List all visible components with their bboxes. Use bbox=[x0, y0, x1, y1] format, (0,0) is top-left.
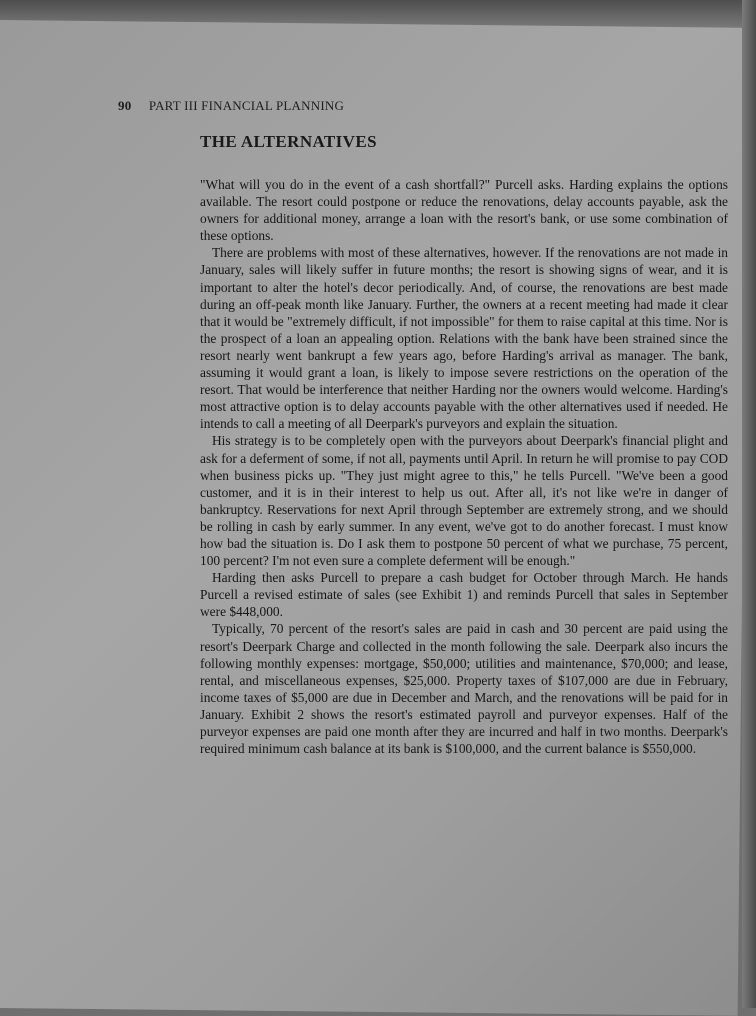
body-text bbox=[200, 176, 728, 757]
paragraph: His strategy is to be completely open with the purveyors about Deerpark's financial plight and ask for a deferment of some, if not all, payments until April. In return he will promise to pay COD when business picks up. "They just might agree to this," he tells Purcell. "We've been a good customer, and it is in their interest to help us out. After all, it's not like we're in danger of bankruptcy. Reservations for next April through September are extremely strong, and we should be rolling in cash by early summer. In any event, we've got to do another forecast. I must know how bad the situation is. Do I ask them to postpone 50 percent of what we purchase, 75 percent, 100 percent? I'm not even sure a complete deferment will be enough." bbox=[200, 433, 728, 569]
running-header bbox=[118, 98, 344, 114]
paragraph: Typically, 70 percent of the resort's sales are paid in cash and 30 percent are paid using the resort's Deerpark Charge and collected in the month following the sale. Deerpark also incurs the following monthly expenses: mortgage, $50,000; utilities and maintenance, $70,000; and lease, rental, and miscellaneous expenses, $25,000. Property taxes of $107,000 are due in February, income taxes of $5,000 are due in December and March, and the renovations will be paid for in January. Exhibit 2 shows the resort's estimated payroll and purveyor expenses. Half of the purveyor expenses are paid one month after they are incurred and half in two months. Deerpark's required minimum cash balance at its bank is $100,000, and the current balance is $550,000. bbox=[200, 621, 728, 757]
paragraph: There are problems with most of these alternatives, however. If the renovations are not made in January, sales will likely suffer in future months; the resort is showing signs of wear, and it is important to alter the hotel's decor periodically. And, of course, the renovations are best made during an off-peak month like January. Further, the owners at a recent meeting had made it clear that it would be "extremely difficult, if not impossible" for them to raise capital at this time. Nor is the prospect of a loan an appealing option. Relations with the bank have been strained since the resort nearly went bankrupt a few years ago, before Harding's arrival as manager. The bank, assuming it would grant a loan, is likely to impose severe restrictions on the operation of the resort. That would be interference that neither Harding nor the owners would welcome. Harding's most attractive option is to delay accounts payable with the other alternatives used if needed. He intends to call a meeting of all Deerpark's purveyors and explain the situation. bbox=[200, 245, 728, 432]
paragraph: Harding then asks Purcell to prepare a cash budget for October through March. He hands Purcell a revised estimate of sales (see Exhibit 1) and reminds Purcell that sales in September were $448,000. bbox=[200, 570, 728, 620]
paragraph: "What will you do in the event of a cash shortfall?" Purcell asks. Harding explains the options available. The resort could postpone or reduce the renovations, delay accounts payable, ask the owners for additional money, arrange a loan with the resort's bank, or use some combination of these options. bbox=[200, 177, 728, 244]
book-gutter-edge bbox=[742, 0, 756, 1008]
page-number: 90 bbox=[118, 98, 132, 113]
section-title: THE ALTERNATIVES bbox=[200, 132, 377, 151]
running-head-text: PART III FINANCIAL PLANNING bbox=[148, 98, 345, 113]
